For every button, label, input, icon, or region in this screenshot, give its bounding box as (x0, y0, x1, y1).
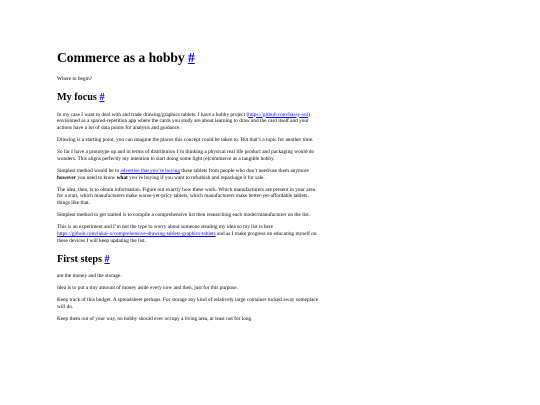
focus-p7-text-a: This is an experiment and I’m not the type to worry about someone stealing my idea so my list is here (57, 224, 273, 230)
first-steps-paragraph-3: Keep track of this budget. A spreadsheet perhaps. For storage any kind of relatively large container tucked away someplace will do. (57, 297, 319, 310)
focus-paragraph-7 (57, 224, 319, 245)
focus-anchor-link[interactable]: # (99, 91, 105, 103)
focus-p4-text-c: you need to know (76, 174, 117, 181)
section-heading-focus (57, 92, 319, 105)
section-heading-focus-text: My focus (57, 91, 97, 103)
focus-paragraph-5: The idea, then, is to obtain information. Figure out exactly how these work. Which manufacturers are present in your area for a start, which manufacturers make worse-yet-pricy tablets, which manufacturers make better-yet-affordable tablets, things like that. (57, 186, 316, 207)
first-steps-paragraph-2: Idea is to put a tiny amount of money aside every now and then, just for this purpose. (57, 285, 238, 292)
focus-paragraph-4 (57, 168, 319, 182)
section-heading-first-steps (57, 254, 319, 267)
title-anchor-link[interactable]: # (188, 50, 195, 65)
focus-p7-text-b: and as I make progress on educating myself on these devices I will keep updating the list. (57, 230, 317, 244)
advertise-link[interactable]: advertise that you’re buying (120, 167, 180, 174)
section-heading-first-steps-text: First steps (57, 253, 102, 265)
focus-p4-bold-what: what (116, 174, 128, 181)
focus-p1-text-b: ) envisioned as a spaced-repetition app where the cards you study are about learning to draw and the card itself and your actions have a lot of data points for analysis and guidance. (57, 111, 310, 132)
page-title-text: Commerce as a hobby (57, 50, 185, 65)
focus-p4-bold-however: however (57, 174, 77, 181)
focus-paragraph-1 (57, 112, 319, 133)
focus-p4-text-a: Simplest method would be to (57, 167, 121, 174)
page-title (57, 50, 319, 67)
first-steps-anchor-link[interactable]: # (104, 253, 110, 265)
first-steps-paragraph-1: are the money and the storage. (57, 273, 122, 280)
first-steps-paragraph-4: Keep them out of your way, no hobby should ever occupy a living area, at least not for long. (57, 315, 253, 322)
focus-paragraph-2: Drawing is a starting point, you can imagine the places this concept could be taken to. But that’s a topic for another time. (57, 137, 314, 144)
article (57, 50, 319, 328)
tablet-list-repo-link[interactable]: https://github.com/lukal-x/comprehensive-drawing-tablets-graphics-tablets (57, 230, 216, 237)
bassy-repo-link[interactable]: https://github.com/bassy-sol (248, 111, 309, 118)
intro-paragraph: Where to begin? (57, 75, 93, 82)
focus-p4-text-b: these tablets from people who don’t need/use them anymore (180, 167, 309, 174)
focus-paragraph-6: Simplest method to get started is to compile a comprehensive list then researching each model/manufacturer on the list. (57, 212, 311, 219)
focus-p4-text-d: you’re buying if you want to refurbish and repackage it for sale. (127, 174, 265, 181)
focus-p1-text-a: In my case I want to deal with and trade drawing/graphics tablets. I have a hobby project ( (57, 111, 249, 118)
focus-paragraph-3: So far I have a prototype up and in terms of distribution I’m thinking a physical real life product and packaging would do wonders. This aligns perfectly my intention to start doing some light (e)commerce as a tangible hobby. (57, 149, 315, 162)
